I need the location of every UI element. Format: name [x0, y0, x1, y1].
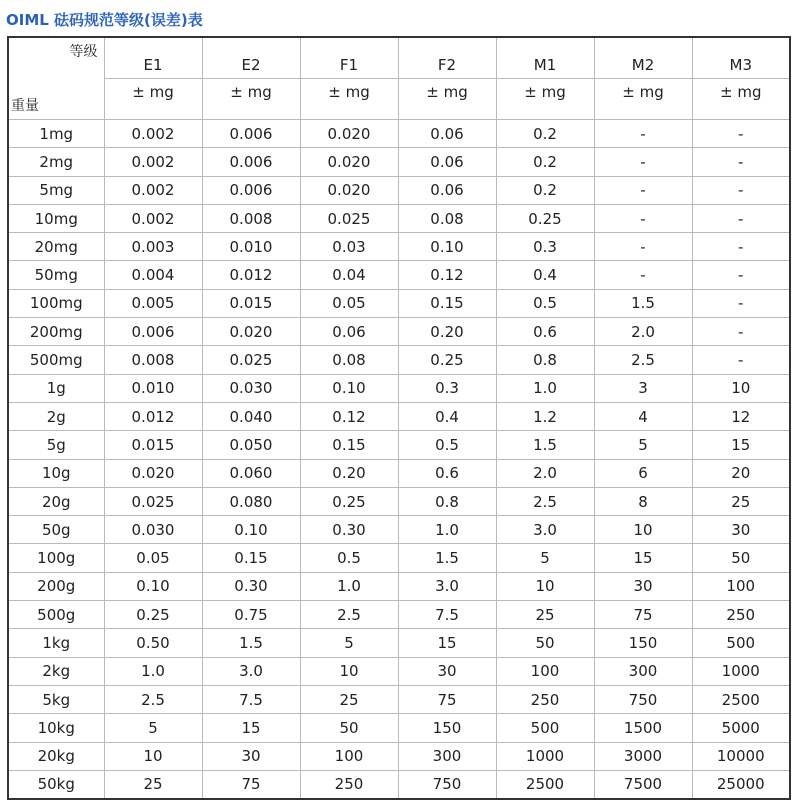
tolerance-cell: 10 — [594, 516, 692, 544]
class-header-m2: M2 — [594, 37, 692, 79]
tolerance-cell: 0.012 — [104, 402, 202, 430]
tolerance-cell: 0.2 — [496, 148, 594, 176]
class-header-m3: M3 — [692, 37, 790, 79]
oiml-weight-tolerance-table — [7, 36, 791, 800]
tolerance-cell: 50 — [692, 544, 790, 572]
tolerance-cell: 25000 — [692, 770, 790, 799]
unit-header-cell: ± mg — [398, 79, 496, 120]
table-row — [8, 459, 790, 487]
tolerance-cell: 0.025 — [104, 487, 202, 515]
table-row — [8, 374, 790, 402]
tolerance-cell: 7.5 — [398, 601, 496, 629]
tolerance-cell: 500 — [496, 714, 594, 742]
table-row — [8, 544, 790, 572]
table-row — [8, 346, 790, 374]
tolerance-cell: 1.0 — [398, 516, 496, 544]
tolerance-cell: 12 — [692, 402, 790, 430]
table-row — [8, 402, 790, 430]
tolerance-cell: - — [692, 346, 790, 374]
weight-cell: 1kg — [8, 629, 104, 657]
tolerance-cell: 1.2 — [496, 402, 594, 430]
tolerance-cell: 75 — [398, 685, 496, 713]
weight-cell: 10kg — [8, 714, 104, 742]
weight-cell: 2g — [8, 402, 104, 430]
tolerance-cell: 10000 — [692, 742, 790, 770]
tolerance-cell: 0.20 — [398, 318, 496, 346]
tolerance-cell: 0.040 — [202, 402, 300, 430]
tolerance-cell: 0.008 — [202, 204, 300, 232]
tolerance-cell: 3 — [594, 374, 692, 402]
weight-cell: 2kg — [8, 657, 104, 685]
tolerance-cell: 25 — [496, 601, 594, 629]
tolerance-cell: 150 — [398, 714, 496, 742]
table-row — [8, 318, 790, 346]
weight-cell: 2mg — [8, 148, 104, 176]
table-row — [8, 120, 790, 148]
tolerance-cell: 0.006 — [202, 120, 300, 148]
tolerance-cell: 30 — [692, 516, 790, 544]
table-row — [8, 742, 790, 770]
weight-cell: 500mg — [8, 346, 104, 374]
weight-cell: 50g — [8, 516, 104, 544]
tolerance-cell: - — [692, 148, 790, 176]
tolerance-cell: 25 — [104, 770, 202, 799]
tolerance-cell: 0.020 — [300, 148, 398, 176]
tolerance-cell: 0.50 — [104, 629, 202, 657]
unit-header-cell: ± mg — [202, 79, 300, 120]
weight-cell: 5g — [8, 431, 104, 459]
tolerance-cell: 0.4 — [496, 261, 594, 289]
tolerance-cell: 0.6 — [398, 459, 496, 487]
tolerance-cell: 0.10 — [398, 233, 496, 261]
tolerance-cell: 0.006 — [202, 148, 300, 176]
tolerance-cell: 0.020 — [300, 176, 398, 204]
tolerance-cell: 100 — [496, 657, 594, 685]
tolerance-cell: 250 — [300, 770, 398, 799]
tolerance-cell: 0.2 — [496, 120, 594, 148]
weight-cell: 200g — [8, 572, 104, 600]
tolerance-cell: 1.5 — [594, 289, 692, 317]
table-row — [8, 431, 790, 459]
weight-cell: 1g — [8, 374, 104, 402]
weight-cell: 50mg — [8, 261, 104, 289]
tolerance-cell: 15 — [202, 714, 300, 742]
tolerance-cell: 10 — [300, 657, 398, 685]
tolerance-cell: 75 — [202, 770, 300, 799]
unit-header-cell: ± mg — [104, 79, 202, 120]
tolerance-cell: 0.025 — [300, 204, 398, 232]
grade-label: 等级 — [69, 44, 98, 60]
tolerance-cell: 4 — [594, 402, 692, 430]
tolerance-cell: 0.05 — [104, 544, 202, 572]
tolerance-cell: 0.012 — [202, 261, 300, 289]
class-header-f1: F1 — [300, 37, 398, 79]
table-row — [8, 601, 790, 629]
weight-cell: 100mg — [8, 289, 104, 317]
tolerance-cell: 250 — [692, 601, 790, 629]
tolerance-cell: 500 — [692, 629, 790, 657]
class-header-m1: M1 — [496, 37, 594, 79]
tolerance-cell: 250 — [496, 685, 594, 713]
tolerance-cell: 6 — [594, 459, 692, 487]
tolerance-cell: 0.8 — [398, 487, 496, 515]
weight-cell: 200mg — [8, 318, 104, 346]
tolerance-cell: 750 — [398, 770, 496, 799]
tolerance-cell: 2500 — [692, 685, 790, 713]
unit-header-cell: ± mg — [300, 79, 398, 120]
tolerance-cell: 1.0 — [300, 572, 398, 600]
tolerance-cell: 0.06 — [300, 318, 398, 346]
tolerance-cell: 0.002 — [104, 176, 202, 204]
tolerance-cell: 0.12 — [398, 261, 496, 289]
tolerance-cell: 15 — [594, 544, 692, 572]
tolerance-cell: 0.20 — [300, 459, 398, 487]
tolerance-cell: 0.020 — [202, 318, 300, 346]
tolerance-cell: 0.003 — [104, 233, 202, 261]
tolerance-cell: 0.06 — [398, 148, 496, 176]
tolerance-cell: 0.15 — [300, 431, 398, 459]
tolerance-cell: - — [692, 120, 790, 148]
unit-header-cell: ± mg — [594, 79, 692, 120]
tolerance-cell: 1.0 — [496, 374, 594, 402]
tolerance-cell: 0.002 — [104, 148, 202, 176]
tolerance-cell: 0.006 — [202, 176, 300, 204]
table-row — [8, 657, 790, 685]
tolerance-cell: - — [594, 261, 692, 289]
tolerance-cell: 0.5 — [300, 544, 398, 572]
weight-cell: 20kg — [8, 742, 104, 770]
tolerance-cell: 0.030 — [104, 516, 202, 544]
tolerance-cell: 25 — [692, 487, 790, 515]
tolerance-cell: 50 — [300, 714, 398, 742]
tolerance-cell: 300 — [398, 742, 496, 770]
table-row — [8, 204, 790, 232]
tolerance-cell: 10 — [692, 374, 790, 402]
tolerance-cell: 300 — [594, 657, 692, 685]
table-row — [8, 770, 790, 799]
tolerance-cell: 0.10 — [202, 516, 300, 544]
tolerance-cell: 5 — [300, 629, 398, 657]
tolerance-cell: 2.5 — [300, 601, 398, 629]
tolerance-cell: 0.020 — [104, 459, 202, 487]
tolerance-cell: 0.03 — [300, 233, 398, 261]
table-row — [8, 176, 790, 204]
tolerance-cell: 0.005 — [104, 289, 202, 317]
class-header-e2: E2 — [202, 37, 300, 79]
table-row — [8, 714, 790, 742]
page-title: OIML 砝码规范等级(误差)表 — [6, 11, 203, 29]
tolerance-cell: 8 — [594, 487, 692, 515]
table-row — [8, 148, 790, 176]
tolerance-cell: 3.0 — [496, 516, 594, 544]
tolerance-cell: 0.010 — [104, 374, 202, 402]
tolerance-cell: 0.6 — [496, 318, 594, 346]
tolerance-cell: 0.05 — [300, 289, 398, 317]
header-row-units — [8, 79, 790, 120]
tolerance-cell: 2.0 — [496, 459, 594, 487]
tolerance-cell: - — [594, 148, 692, 176]
tolerance-cell: 5 — [104, 714, 202, 742]
tolerance-cell: 30 — [202, 742, 300, 770]
tolerance-cell: 25 — [300, 685, 398, 713]
tolerance-cell: 750 — [594, 685, 692, 713]
tolerance-cell: 0.002 — [104, 204, 202, 232]
tolerance-cell: 0.5 — [398, 431, 496, 459]
tolerance-cell: 0.006 — [104, 318, 202, 346]
weight-label: 重量 — [11, 98, 39, 114]
tolerance-cell: 7500 — [594, 770, 692, 799]
tolerance-cell: 0.12 — [300, 402, 398, 430]
tolerance-cell: 0.04 — [300, 261, 398, 289]
tolerance-cell: 1500 — [594, 714, 692, 742]
tolerance-cell: 2.0 — [594, 318, 692, 346]
tolerance-cell: 100 — [692, 572, 790, 600]
table-row — [8, 572, 790, 600]
tolerance-cell: 0.030 — [202, 374, 300, 402]
tolerance-cell: 100 — [300, 742, 398, 770]
weight-cell: 10mg — [8, 204, 104, 232]
tolerance-cell: 0.10 — [300, 374, 398, 402]
tolerance-cell: 15 — [398, 629, 496, 657]
weight-cell: 500g — [8, 601, 104, 629]
tolerance-cell: 0.002 — [104, 120, 202, 148]
tolerance-cell: 2500 — [496, 770, 594, 799]
tolerance-cell: 50 — [496, 629, 594, 657]
tolerance-cell: 0.2 — [496, 176, 594, 204]
tolerance-cell: 0.30 — [202, 572, 300, 600]
table-row — [8, 261, 790, 289]
tolerance-cell: 0.15 — [398, 289, 496, 317]
tolerance-cell: 0.060 — [202, 459, 300, 487]
tolerance-cell: 1000 — [692, 657, 790, 685]
tolerance-cell: 0.25 — [398, 346, 496, 374]
tolerance-cell: 20 — [692, 459, 790, 487]
tolerance-cell: 1.5 — [202, 629, 300, 657]
tolerance-cell: 30 — [398, 657, 496, 685]
unit-header-cell: ± mg — [496, 79, 594, 120]
tolerance-cell: 0.15 — [202, 544, 300, 572]
tolerance-cell: 0.08 — [300, 346, 398, 374]
table-row — [8, 629, 790, 657]
weight-cell: 100g — [8, 544, 104, 572]
class-header-f2: F2 — [398, 37, 496, 79]
tolerance-cell: 3000 — [594, 742, 692, 770]
tolerance-cell: 2.5 — [496, 487, 594, 515]
tolerance-cell: - — [692, 233, 790, 261]
tolerance-cell: 0.3 — [398, 374, 496, 402]
tolerance-cell: 5000 — [692, 714, 790, 742]
tolerance-cell: - — [692, 204, 790, 232]
tolerance-cell: 0.10 — [104, 572, 202, 600]
class-header-e1: E1 — [104, 37, 202, 79]
tolerance-cell: 0.015 — [104, 431, 202, 459]
table-row — [8, 487, 790, 515]
tolerance-cell: 150 — [594, 629, 692, 657]
tolerance-cell: 0.25 — [496, 204, 594, 232]
tolerance-cell: 0.30 — [300, 516, 398, 544]
tolerance-cell: 0.015 — [202, 289, 300, 317]
weight-cell: 50kg — [8, 770, 104, 799]
tolerance-cell: - — [594, 176, 692, 204]
weight-cell: 20g — [8, 487, 104, 515]
tolerance-cell: 0.08 — [398, 204, 496, 232]
weight-cell: 10g — [8, 459, 104, 487]
tolerance-cell: 7.5 — [202, 685, 300, 713]
tolerance-cell: 0.080 — [202, 487, 300, 515]
tolerance-cell: 0.75 — [202, 601, 300, 629]
tolerance-cell: 0.008 — [104, 346, 202, 374]
tolerance-cell: 0.06 — [398, 176, 496, 204]
tolerance-cell: 0.010 — [202, 233, 300, 261]
tolerance-cell: 1.5 — [496, 431, 594, 459]
tolerance-cell: 0.8 — [496, 346, 594, 374]
tolerance-cell: 2.5 — [104, 685, 202, 713]
tolerance-cell: 5 — [594, 431, 692, 459]
tolerance-cell: 0.050 — [202, 431, 300, 459]
tolerance-cell: - — [692, 289, 790, 317]
table-row — [8, 685, 790, 713]
tolerance-cell: 0.020 — [300, 120, 398, 148]
header-corner-cell — [8, 37, 104, 120]
tolerance-cell: 0.025 — [202, 346, 300, 374]
tolerance-cell: 30 — [594, 572, 692, 600]
table-row — [8, 233, 790, 261]
tolerance-cell: - — [594, 120, 692, 148]
tolerance-cell: 5 — [496, 544, 594, 572]
weight-cell: 1mg — [8, 120, 104, 148]
tolerance-cell: 15 — [692, 431, 790, 459]
tolerance-cell: 75 — [594, 601, 692, 629]
tolerance-cell: 1.5 — [398, 544, 496, 572]
tolerance-cell: 3.0 — [202, 657, 300, 685]
tolerance-cell: 0.4 — [398, 402, 496, 430]
tolerance-cell: 2.5 — [594, 346, 692, 374]
tolerance-cell: 10 — [104, 742, 202, 770]
weight-cell: 20mg — [8, 233, 104, 261]
tolerance-cell: - — [594, 204, 692, 232]
tolerance-cell: - — [692, 261, 790, 289]
tolerance-cell: 0.3 — [496, 233, 594, 261]
tolerance-cell: 3.0 — [398, 572, 496, 600]
tolerance-cell: 0.25 — [300, 487, 398, 515]
tolerance-cell: 1000 — [496, 742, 594, 770]
tolerance-cell: - — [692, 176, 790, 204]
weight-cell: 5mg — [8, 176, 104, 204]
tolerance-cell: - — [692, 318, 790, 346]
header-row-classes — [8, 37, 790, 79]
tolerance-cell: 0.004 — [104, 261, 202, 289]
table-row — [8, 516, 790, 544]
tolerance-cell: 10 — [496, 572, 594, 600]
tolerance-cell: - — [594, 233, 692, 261]
tolerance-cell: 0.5 — [496, 289, 594, 317]
tolerance-cell: 1.0 — [104, 657, 202, 685]
tolerance-cell: 0.06 — [398, 120, 496, 148]
unit-header-cell: ± mg — [692, 79, 790, 120]
weight-cell: 5kg — [8, 685, 104, 713]
table-row — [8, 289, 790, 317]
tolerance-cell: 0.25 — [104, 601, 202, 629]
